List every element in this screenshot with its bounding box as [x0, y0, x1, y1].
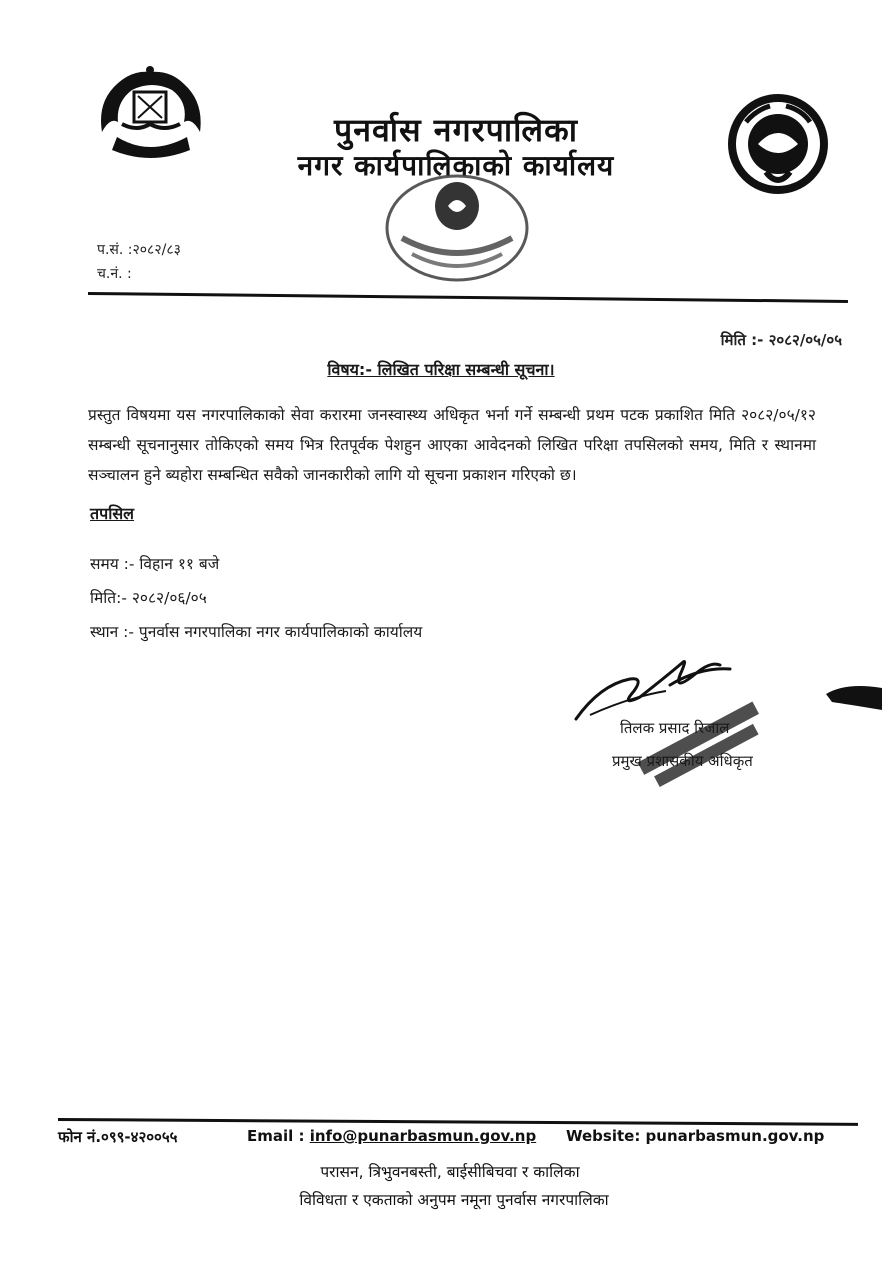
office-title: नगर कार्यपालिकाको कार्यालय	[297, 149, 615, 182]
dispatch-number: च.नं. :	[97, 266, 132, 282]
footer-slogan: विविधता र एकताको अनुपम नमूना पुनर्वास नगरपालिका	[299, 1191, 609, 1209]
ink-mark-icon	[826, 680, 882, 714]
details-heading: तपसिल	[90, 504, 135, 523]
email-label: Email :	[247, 1127, 310, 1145]
signatory-name: तिलक प्रसाद रिजाल	[620, 719, 730, 737]
officer-name-stamp-icon	[628, 692, 778, 802]
signatory-title: प्रमुख प्रशासकीय अधिकृत	[612, 752, 753, 770]
municipality-title: पुनर्वास नगरपालिका	[334, 111, 578, 149]
footer-divider	[58, 1118, 858, 1126]
reference-number: प.सं. :२०८२/८३	[97, 242, 181, 258]
exam-place: स्थान :- पुनर्वास नगरपालिका नगर कार्यपालिकाको कार्यालय	[90, 623, 423, 641]
exam-date: मिति:- २०८२/०६/०५	[90, 589, 207, 607]
email-link[interactable]: info@punarbasmun.gov.np	[309, 1127, 537, 1145]
notice-subject	[0, 358, 882, 380]
header-divider	[88, 292, 848, 303]
footer-phone: फोन नं.०९९-४२००५५	[58, 1128, 178, 1146]
exam-time: समय :- विहान ११ बजे	[90, 555, 220, 573]
notice-date: मिति :- २०८२/०५/०५	[720, 331, 842, 349]
footer-email	[247, 1127, 536, 1145]
notice-body: प्रस्तुत विषयमा यस नगरपालिकाको सेवा करारमा जनस्वास्थ्य अधिकृत भर्ना गर्ने सम्बन्धी प्रथम पटक प्रकाशित मिति २०८२/०५/१२ सम्बन्धी सूचनानुसार तोकिएको समय भित्र रितपूर्वक पेशहुन आएका आवेदनको लिखित परिक्षा तपसिलको समय, मिति र स्थानमा सञ्चालन हुने ब्यहोरा सम्बन्धित सवैको जानकारीको लागि यो सूचना प्रकाशन गरिएको छ।	[88, 406, 816, 484]
subject-text: विषय:- लिखित परिक्षा सम्बन्धी सूचना।	[327, 360, 555, 379]
footer-website[interactable]: Website: punarbasmun.gov.np	[566, 1127, 825, 1145]
office-stamp-icon	[372, 168, 542, 288]
footer-address: परासन, त्रिभुवनबस्ती, बाईसीबिचवा र कालिका	[320, 1163, 580, 1181]
